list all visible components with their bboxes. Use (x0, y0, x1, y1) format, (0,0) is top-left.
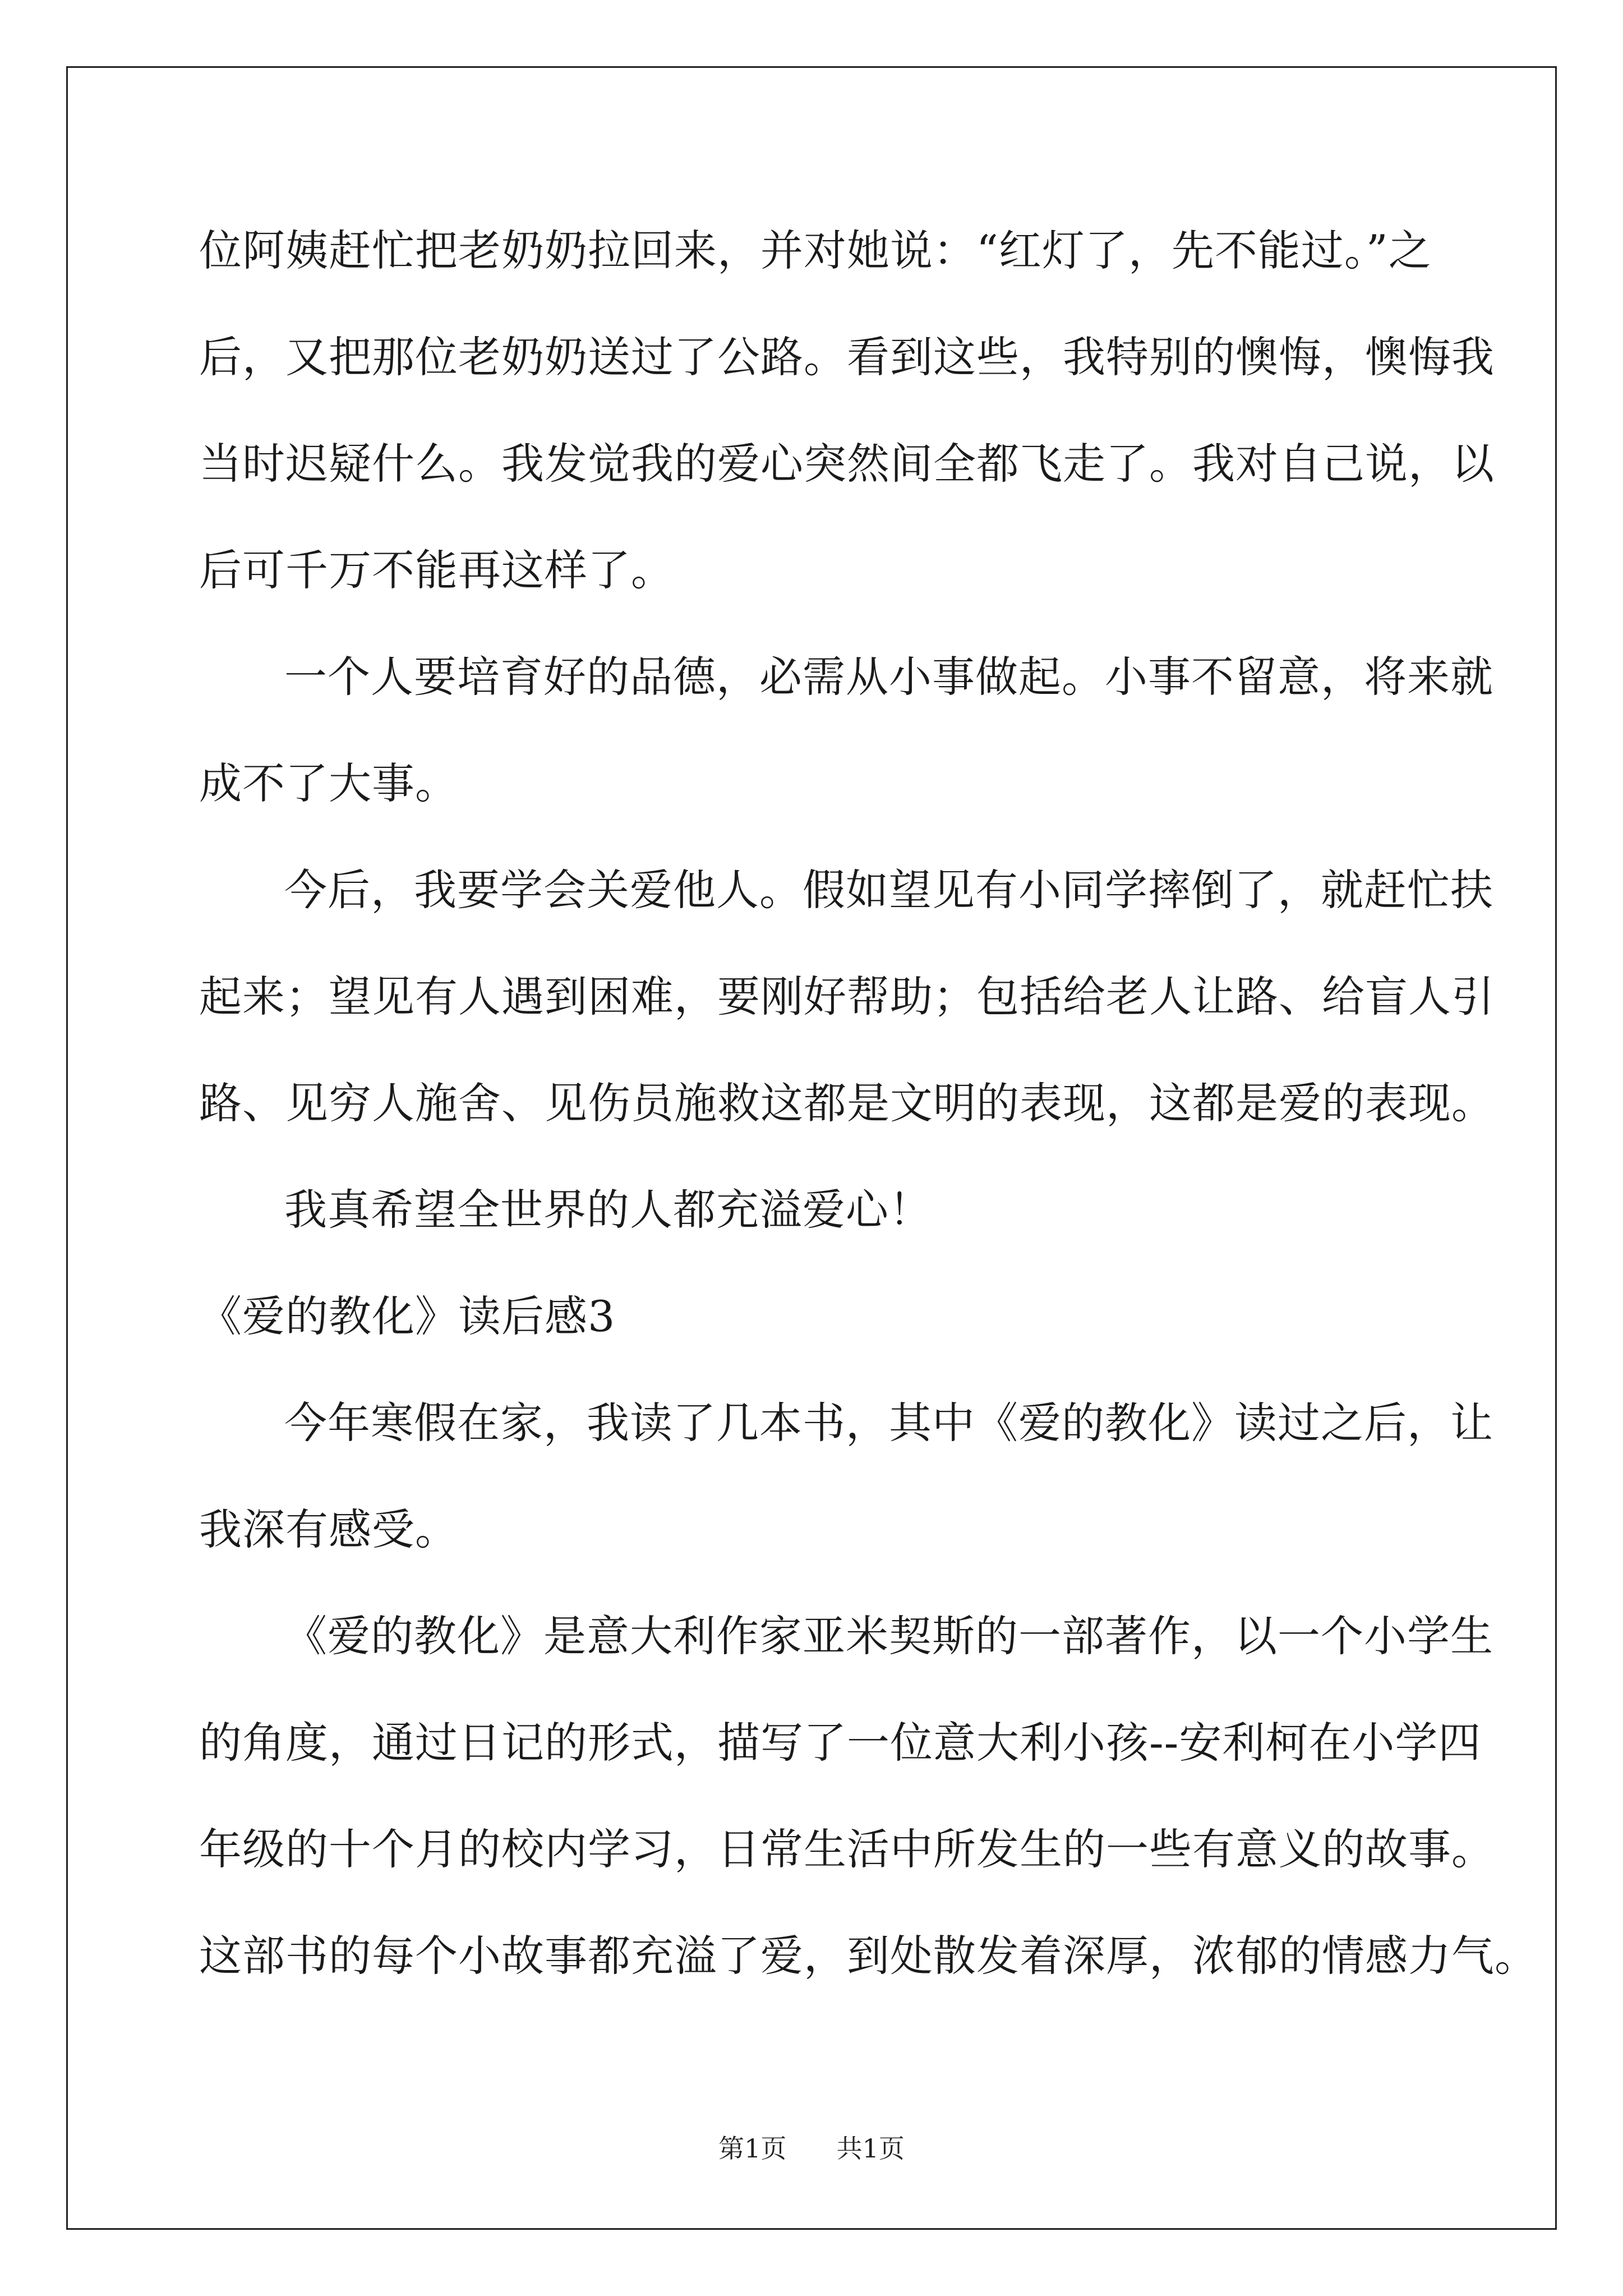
text-line-3: 当时迟疑什么。我发觉我的爱心突然间全都飞走了。我对自己说，以 (199, 439, 1495, 489)
document-body (199, 209, 1538, 2021)
text-line-4: 后可千万不能再这样了。 (199, 545, 674, 595)
text-line-9: 路、见穷人施舍、见伤员施救这都是文明的表现，这都是爱的表现。 (199, 1078, 1495, 1128)
page-footer (0, 2132, 1623, 2165)
section-heading: 《爱的教化》读后感3 (199, 1291, 616, 1341)
page-total: 共1页 (836, 2133, 905, 2164)
text-line-13: 我深有感受。 (199, 1504, 458, 1554)
text-line-2: 后，又把那位老奶奶送过了公路。看到这些，我特别的懊悔，懊悔我 (199, 332, 1495, 382)
page-number: 第1页 (718, 2133, 787, 2164)
text-line-14: 《爱的教化》是意大利作家亚米契斯的一部著作，以一个小学生 (284, 1611, 1493, 1661)
text-line-17: 这部书的每个小故事都充溢了爱，到处散发着深厚，浓郁的情感力气。 (199, 1931, 1538, 1981)
text-line-15: 的角度，通过日记的形式，描写了一位意大利小孩--安利柯在小学四 (199, 1718, 1482, 1768)
text-line-8: 起来；望见有人遇到困难，要刚好帮助；包括给老人让路、给盲人引 (199, 972, 1495, 1022)
text-line-6: 成不了大事。 (199, 758, 458, 808)
text-line-10: 我真希望全世界的人都充溢爱心！ (284, 1185, 932, 1235)
text-line-12: 今年寒假在家，我读了几本书，其中《爱的教化》读过之后，让 (284, 1398, 1493, 1448)
text-line-16: 年级的十个月的校内学习，日常生活中所发生的一些有意义的故事。 (199, 1824, 1495, 1874)
text-line-1: 位阿姨赶忙把老奶奶拉回来，并对她说：“红灯了，先不能过。”之 (199, 226, 1432, 275)
text-line-7: 今后，我要学会关爱他人。假如望见有小同学摔倒了，就赶忙扶 (284, 865, 1493, 915)
text-line-5: 一个人要培育好的品德，必需从小事做起。小事不留意，将来就 (284, 652, 1493, 702)
